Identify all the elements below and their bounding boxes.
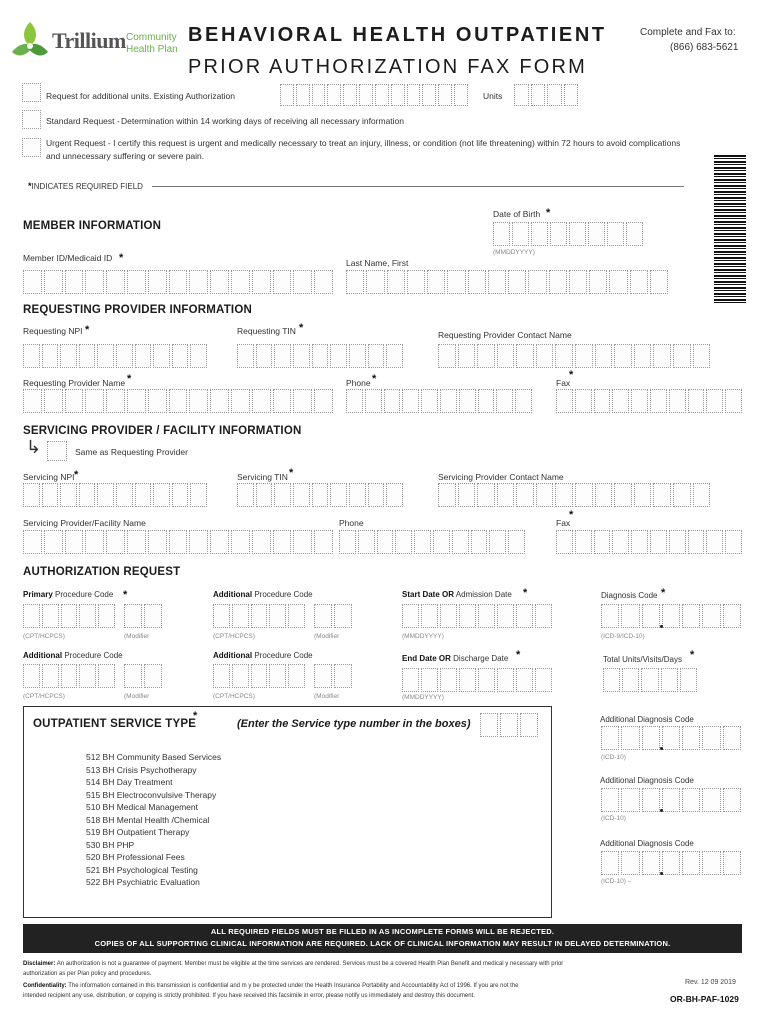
additional-dx-dot-1 <box>660 747 663 750</box>
logo <box>8 18 186 66</box>
additional-procedure-text-3: Procedure Code <box>254 651 313 660</box>
member-name-label: Last Name, First <box>346 258 409 268</box>
hint-date-1: (MMDDYYYY) <box>402 633 444 640</box>
service-type-list <box>86 752 221 890</box>
service-item: 518 BH Mental Health /Chemical <box>86 814 210 825</box>
trillium-flower-icon <box>8 18 52 62</box>
service-item: 510 BH Medical Management <box>86 802 198 812</box>
additional-dx-input-1[interactable] <box>601 726 741 750</box>
divider <box>152 186 684 187</box>
logo-name: Trillium <box>52 28 126 53</box>
diagnosis-code-star: * <box>661 587 666 599</box>
urgent-request-checkbox[interactable] <box>22 138 41 157</box>
service-type-title: OUTPATIENT SERVICE TYPE <box>33 718 197 730</box>
disclaimer-text: An authorization is not a guarantee of payment. Member must be eligible at the time services are rendered. Services must be a covered Health Plan Benefit and medical y necessary with prior <box>56 961 564 967</box>
hint-cpt-1: (CPT/HCPCS) <box>23 633 65 640</box>
dob-input[interactable] <box>493 222 643 246</box>
primary-bold: Primary <box>23 590 53 599</box>
servicing-npi-input[interactable] <box>23 483 207 507</box>
form-code: OR-BH-PAF-1029 <box>670 994 739 1004</box>
standard-request-desc: Determination within 14 working days of receiving all necessary information <box>121 116 404 126</box>
requesting-phone-input[interactable] <box>346 389 532 413</box>
requesting-section-title: REQUESTING PROVIDER INFORMATION <box>23 304 252 316</box>
service-type-box <box>23 706 552 918</box>
disclaimer-text2: authorization as per Plan policy and procedures. <box>23 971 152 977</box>
additional-dx-input-3[interactable] <box>601 851 741 875</box>
start-bold: Start Date OR <box>402 590 455 599</box>
requesting-fax-label: Fax <box>556 378 571 388</box>
additional-bold-1: Additional <box>213 590 253 599</box>
additional-procedure-label-3 <box>213 651 313 660</box>
service-type-input[interactable] <box>480 713 538 737</box>
additional-dx-hint-1: (ICD-10) <box>601 754 626 761</box>
required-star: * <box>28 181 32 191</box>
additional-modifier-input-3[interactable] <box>314 664 352 688</box>
primary-modifier-input[interactable] <box>124 604 162 628</box>
service-type-instruction: (Enter the Service type number in the boxes) <box>237 718 471 730</box>
dob-hint: (MMDDYYYY) <box>493 249 535 256</box>
end-date-input[interactable] <box>402 668 552 692</box>
additional-modifier-input-2[interactable] <box>124 664 162 688</box>
requesting-name-label: Requesting Provider Name <box>23 378 126 388</box>
requesting-contact-input[interactable] <box>438 344 710 368</box>
hint-icd-range: (ICD-9/ICD-10) <box>601 633 645 640</box>
standard-request-label: Standard Request - <box>46 116 120 126</box>
servicing-contact-label: Servicing Provider Contact Name <box>438 472 564 482</box>
servicing-name-label: Servicing Provider/Facility Name <box>23 518 146 528</box>
hint-cpt-4: (CPT/HCPCS) <box>213 693 255 700</box>
arrow-icon: ↳ <box>26 437 42 457</box>
disclaimer <box>23 959 663 979</box>
warning-banner <box>23 924 742 953</box>
fax-label: Complete and Fax to: <box>640 27 736 38</box>
servicing-name-input[interactable] <box>23 530 333 554</box>
servicing-fax-input[interactable] <box>556 530 742 554</box>
revision: Rev. 12 09 2019 <box>685 979 736 986</box>
requesting-npi-input[interactable] <box>23 344 207 368</box>
total-units-label: Total Units/Visits/Days <box>603 655 682 664</box>
authorization-section-title: AUTHORIZATION REQUEST <box>23 566 181 578</box>
additional-dx-input-2[interactable] <box>601 788 741 812</box>
additional-bold-3: Additional <box>213 651 253 660</box>
start-date-input[interactable] <box>402 604 552 628</box>
service-item: 521 BH Psychological Testing <box>86 864 198 875</box>
urgent-request-line1: Urgent Request - I certify this request is urgent and medically necessary to treat an injury, illness, or condition (not life threatening) within 72 hours to avoid complications <box>46 138 681 148</box>
servicing-fax-label: Fax <box>556 518 571 528</box>
member-name-input[interactable] <box>346 270 668 294</box>
diagnosis-code-input[interactable] <box>601 604 741 628</box>
service-item: 515 BH Electroconvulsive Therapy <box>86 789 217 800</box>
start-rest: Admission Date <box>455 590 512 599</box>
dob-required-star: * <box>546 207 551 219</box>
service-item: 522 BH Psychiatric Evaluation <box>86 877 200 887</box>
additional-procedure-text-1: Procedure Code <box>254 590 313 599</box>
required-note-text: INDICATES REQUIRED FIELD <box>31 182 143 191</box>
hint-modifier-1: (Modifier <box>124 633 150 640</box>
servicing-section-title: SERVICING PROVIDER / FACILITY INFORMATION <box>23 425 302 437</box>
servicing-tin-label: Servicing TIN <box>237 472 288 482</box>
requesting-fax-input[interactable] <box>556 389 742 413</box>
logo-sub2: Health Plan <box>126 44 178 55</box>
additional-dx-dot-2 <box>660 809 663 812</box>
member-id-required-star: * <box>119 252 124 264</box>
dob-label: Date of Birth <box>493 209 541 219</box>
hint-date-2: (MMDDYYYY) <box>402 694 444 701</box>
same-as-requesting-checkbox[interactable] <box>47 441 67 461</box>
requesting-contact-label: Requesting Provider Contact Name <box>438 330 572 340</box>
same-as-requesting-label: Same as Requesting Provider <box>75 447 188 457</box>
required-field-note <box>28 181 143 191</box>
requesting-tin-input[interactable] <box>237 344 403 368</box>
additional-dx-dot-3 <box>660 872 663 875</box>
existing-auth-input[interactable] <box>280 84 468 106</box>
member-id-label: Member ID/Medicaid ID <box>23 253 113 263</box>
disclaimer-label: Disclaimer: <box>23 961 56 967</box>
hint-cpt-3: (CPT/HCPCS) <box>23 693 65 700</box>
total-units-input[interactable] <box>603 668 697 692</box>
additional-procedure-label-2 <box>23 651 123 660</box>
servicing-npi-star: * <box>74 469 79 481</box>
servicing-phone-label: Phone <box>339 518 364 528</box>
form-title: BEHAVIORAL HEALTH OUTPATIENT <box>188 24 607 46</box>
requesting-fax-star: * <box>569 369 574 381</box>
urgent-request-line2: and unnecessary suffering or severe pain. <box>46 151 205 161</box>
standard-request-checkbox[interactable] <box>22 110 41 129</box>
barcode <box>714 155 746 305</box>
servicing-fax-star: * <box>569 509 574 521</box>
total-units-star: * <box>690 649 695 661</box>
additional-procedure-text-2: Procedure Code <box>64 651 123 660</box>
primary-procedure-text: Procedure Code <box>55 590 114 599</box>
warning-line1: ALL REQUIRED FIELDS MUST BE FILLED IN AS INCOMPLETE FORMS WILL BE REJECTED. <box>210 927 555 936</box>
servicing-contact-input[interactable] <box>438 483 710 507</box>
confidentiality <box>23 981 663 1001</box>
servicing-phone-input[interactable] <box>339 530 525 554</box>
start-date-label <box>402 590 512 599</box>
units-label: Units <box>483 91 503 101</box>
requesting-name-input[interactable] <box>23 389 333 413</box>
additional-procedure-input-2[interactable] <box>23 664 115 688</box>
additional-bold-2: Additional <box>23 651 63 660</box>
warning-line2: COPIES OF ALL SUPPORTING CLINICAL INFORMATION ARE REQUIRED. LACK OF CLINICAL INFORMATION MAY RESULT IN DELAYED DETERMINATION. <box>94 939 671 948</box>
additional-dx-hint-3: (ICD-10) – <box>601 878 632 885</box>
service-item: 520 BH Professional Fees <box>86 852 185 862</box>
hint-cpt-2: (CPT/HCPCS) <box>213 633 255 640</box>
additional-procedure-input-3[interactable] <box>213 664 305 688</box>
hint-modifier-3: (Modifier <box>124 693 150 700</box>
requesting-npi-label: Requesting NPI <box>23 326 83 336</box>
service-type-star: * <box>193 710 198 722</box>
additional-dx-label-3: Additional Diagnosis Code <box>600 839 694 848</box>
service-item: 514 BH Day Treatment <box>86 777 173 787</box>
servicing-tin-star: * <box>289 467 294 479</box>
end-rest: Discharge Date <box>453 654 509 663</box>
requesting-phone-star: * <box>372 373 377 385</box>
diagnosis-decimal-dot <box>660 625 663 628</box>
requesting-npi-star: * <box>85 324 90 336</box>
additional-procedure-label-1 <box>213 590 313 599</box>
service-item: 519 BH Outpatient Therapy <box>86 827 190 837</box>
units-input[interactable] <box>514 84 578 106</box>
primary-procedure-input[interactable] <box>23 604 115 628</box>
hint-modifier-4: (Modifier <box>314 693 340 700</box>
additional-units-label: Request for additional units. Existing Authorization <box>46 91 236 101</box>
servicing-npi-label: Servicing NPI <box>23 472 75 482</box>
additional-dx-label-2: Additional Diagnosis Code <box>600 776 694 785</box>
hint-modifier-2: (Modifier <box>314 633 340 640</box>
additional-dx-label-1: Additional Diagnosis Code <box>600 715 694 724</box>
confidentiality-label: Confidentiality: <box>23 983 67 989</box>
requesting-tin-star: * <box>299 322 304 334</box>
additional-procedure-input-1[interactable] <box>213 604 305 628</box>
confidentiality-text2: intended recipient any use, distribution, or copying is strictly prohibited. If you have received this facsimile in error, please notify us immediately and destroy this document. <box>23 993 475 999</box>
diagnosis-code-label: Diagnosis Code <box>601 591 658 600</box>
service-item: 530 BH PHP <box>86 839 135 850</box>
end-date-label <box>402 654 508 663</box>
additional-units-checkbox[interactable] <box>22 83 41 102</box>
requesting-phone-label: Phone <box>346 378 371 388</box>
start-date-star: * <box>523 587 528 599</box>
end-date-star: * <box>516 649 521 661</box>
confidentiality-text: The information contained in this transmission is confidential and m y be protected under the Health Insurance Portability and Accountability Act of 1996. If you are not the <box>68 983 519 989</box>
end-bold: End Date OR <box>402 654 451 663</box>
additional-modifier-input-1[interactable] <box>314 604 352 628</box>
service-item: 512 BH Community Based Services <box>86 752 222 762</box>
logo-sub1: Community <box>126 32 177 43</box>
servicing-tin-input[interactable] <box>237 483 403 507</box>
member-id-input[interactable] <box>23 270 333 294</box>
requesting-name-star: * <box>127 373 132 385</box>
member-section-title: MEMBER INFORMATION <box>23 220 162 232</box>
primary-procedure-label <box>23 590 113 599</box>
service-item: 513 BH Crisis Psychotherapy <box>86 764 197 775</box>
additional-dx-hint-2: (ICD-10) <box>601 815 626 822</box>
form-subtitle: PRIOR AUTHORIZATION FAX FORM <box>188 56 588 78</box>
fax-number: (866) 683-5621 <box>670 42 739 53</box>
primary-procedure-star: * <box>123 589 128 601</box>
requesting-tin-label: Requesting TIN <box>237 326 296 336</box>
